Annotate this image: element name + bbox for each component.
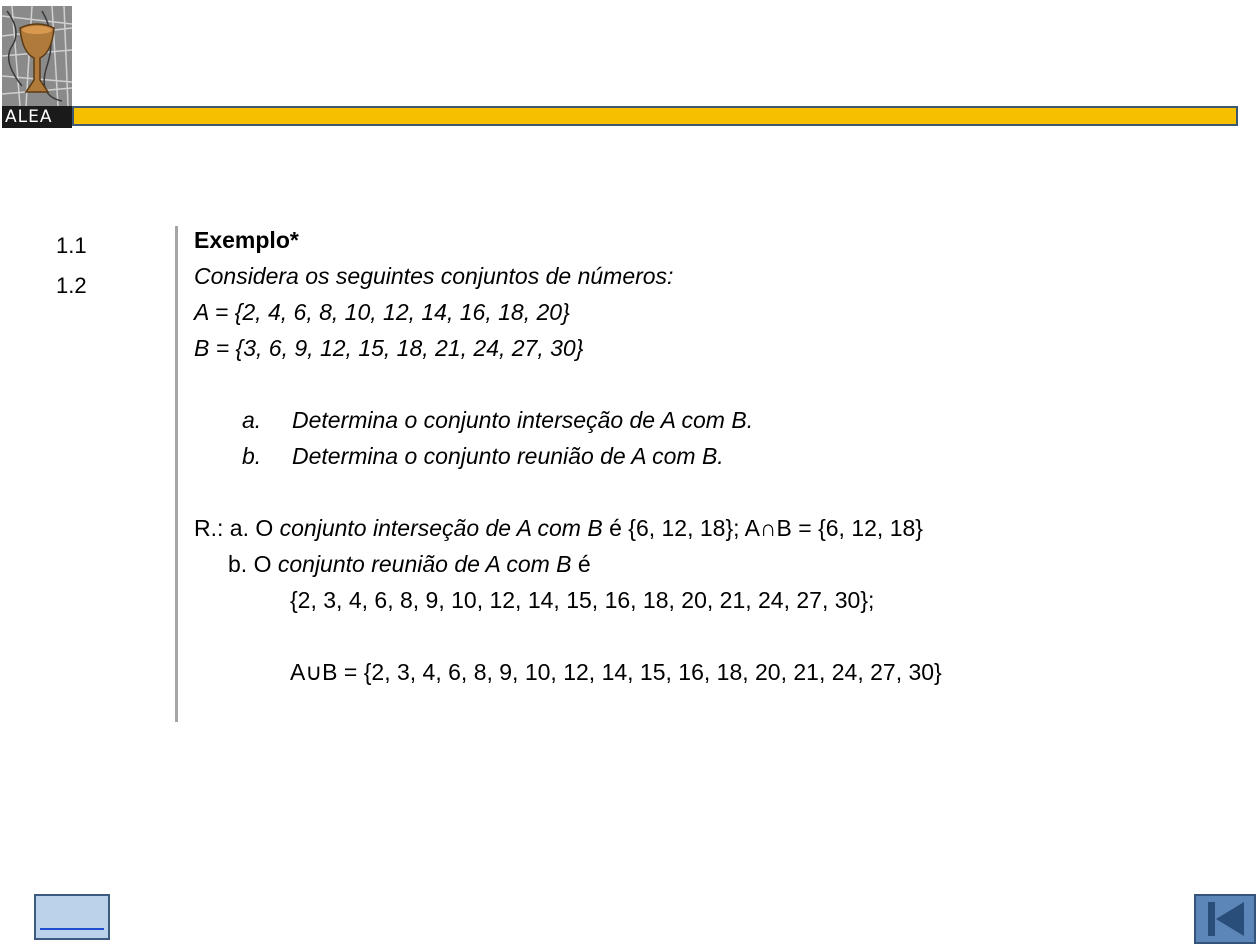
- question-text: Determina o conjunto interseção de A com B.: [292, 407, 754, 433]
- back-to-start-button[interactable]: [1194, 894, 1256, 944]
- answer-b: [194, 546, 942, 582]
- question-text: Determina o conjunto reunião de A com B.: [292, 443, 724, 469]
- home-link-button[interactable]: [34, 894, 110, 940]
- example-intro: Considera os seguintes conjuntos de números:: [194, 263, 674, 289]
- answer-prefix: b. O: [228, 551, 278, 577]
- answer-prefix: R.: a. O: [194, 515, 280, 541]
- logo-text: ALEA: [2, 106, 72, 128]
- vertical-divider: [175, 226, 178, 722]
- question-label: b.: [242, 443, 262, 469]
- set-a: A = {2, 4, 6, 8, 10, 12, 14, 16, 18, 20}: [194, 299, 570, 325]
- example-title: Exemplo*: [194, 227, 299, 253]
- question-a: [194, 402, 942, 438]
- skip-back-icon: [1196, 896, 1254, 942]
- trophy-icon: [2, 6, 72, 106]
- section-number: 1.1: [56, 233, 87, 258]
- example-content: [194, 222, 942, 690]
- answer-rest: é {6, 12, 18}; A∩B = {6, 12, 18}: [602, 515, 923, 541]
- link-underline: [40, 928, 104, 930]
- set-b: B = {3, 6, 9, 12, 15, 18, 21, 24, 27, 30}: [194, 335, 584, 361]
- answer-italic: conjunto interseção de A com B: [279, 515, 603, 541]
- union-result: A∪B = {2, 3, 4, 6, 8, 9, 10, 12, 14, 15, 16, 18, 20, 21, 24, 27, 30}: [290, 659, 942, 685]
- section-number: 1.2: [56, 273, 87, 298]
- question-label: a.: [242, 407, 262, 433]
- section-numbers: [56, 226, 87, 306]
- answer-b-set: {2, 3, 4, 6, 8, 9, 10, 12, 14, 15, 16, 18, 20, 21, 24, 27, 30};: [290, 587, 875, 613]
- answer-a: [194, 510, 942, 546]
- answer-italic: conjunto reunião de A com B: [277, 551, 572, 577]
- alea-logo: [2, 6, 72, 128]
- header-bar: [72, 106, 1238, 126]
- answer-rest: é: [571, 551, 591, 577]
- question-b: [194, 438, 942, 474]
